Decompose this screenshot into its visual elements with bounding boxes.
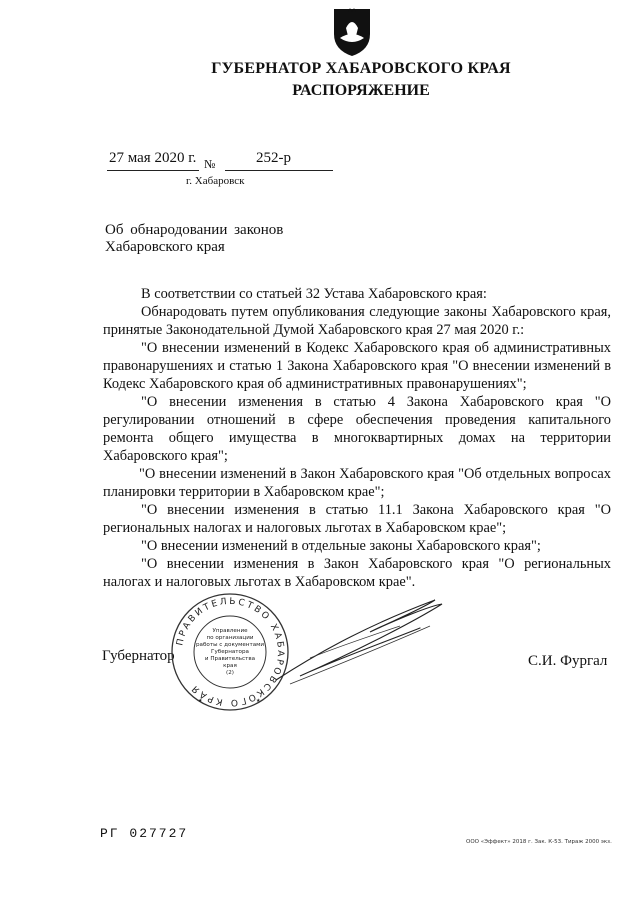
seal-inner-line: по организации <box>206 635 254 641</box>
body-paragraph: "О внесении изменения в статью 11.1 Закона Хабаровского края "О региональных налогах и налоговых льготах в Хабаровском крае"; <box>103 502 611 536</box>
seal-inner-line: Управление <box>212 628 248 634</box>
body-paragraph: "О внесении изменений в Кодекс Хабаровского края об административных правонарушениях и статью 1 Закона Хабаровского края "О внесении изменений в Кодекс Хабаровского края об административных правонарушениях"; <box>103 340 611 392</box>
seal-inner-line: (2) <box>226 670 234 676</box>
document-body <box>103 285 611 591</box>
signatory-name: С.И. Фургал <box>528 653 608 669</box>
document-city: г. Хабаровск <box>186 175 245 187</box>
seal-inner-line: и Правительства <box>204 656 256 662</box>
number-underline <box>225 170 333 171</box>
date-underline <box>107 170 199 171</box>
number-sign: № <box>204 157 216 171</box>
body-paragraph: Обнародовать путем опубликования следующие законы Хабаровского края, принятые Законодательной Думой Хабаровского края 27 мая 2020 г.: <box>103 304 611 338</box>
form-serial-number: РГ 027727 <box>100 826 189 841</box>
printer-imprint: ООО «Эффект» 2018 г. Зак. К-53. Тираж 2000 экз. <box>466 839 612 845</box>
issuer-title: ГУБЕРНАТОР ХАБАРОВСКОГО КРАЯ <box>211 60 511 77</box>
body-paragraph: "О внесении изменений в Закон Хабаровского края "Об отдельных вопросах планировки территории в Хабаровском крае"; <box>103 466 611 500</box>
body-paragraph: "О внесении изменения в Закон Хабаровского края "О региональных налогах и налоговых льготах в Хабаровском крае". <box>103 556 611 590</box>
document-date: 27 мая 2020 г. <box>109 150 197 166</box>
seal-inner-line: края <box>223 663 237 669</box>
signatory-position: Губернатор <box>102 648 175 664</box>
handwritten-signature <box>270 588 450 698</box>
subject-line-2: Хабаровского края <box>105 239 225 255</box>
subject-line-1: Об обнародовании законов <box>105 222 284 238</box>
seal-ring-text: ПРАВИТЕЛЬСТВО ХАБАРОВСКОГО КРАЯ <box>175 596 286 708</box>
body-paragraph: В соответствии со статьей 32 Устава Хабаровского края: <box>141 286 487 302</box>
body-paragraph: "О внесении изменения в статью 4 Закона Хабаровского края "О регулировании отношений в сфере обеспечения проведения капитального ремонта общего имущества в многоквартирных домах на территории Хабаровского края"; <box>103 394 611 464</box>
seal-inner-line: работы с документами <box>196 642 264 648</box>
seal-inner-line: Губернатора <box>211 649 249 655</box>
document-type: РАСПОРЯЖЕНИЕ <box>292 82 430 99</box>
body-paragraph: "О внесении изменений в отдельные законы Хабаровского края"; <box>141 538 541 554</box>
svg-text:★: ★ <box>198 699 203 704</box>
document-number: 252-р <box>256 150 291 166</box>
svg-text:★: ★ <box>256 699 261 704</box>
coat-of-arms-icon <box>330 6 374 58</box>
